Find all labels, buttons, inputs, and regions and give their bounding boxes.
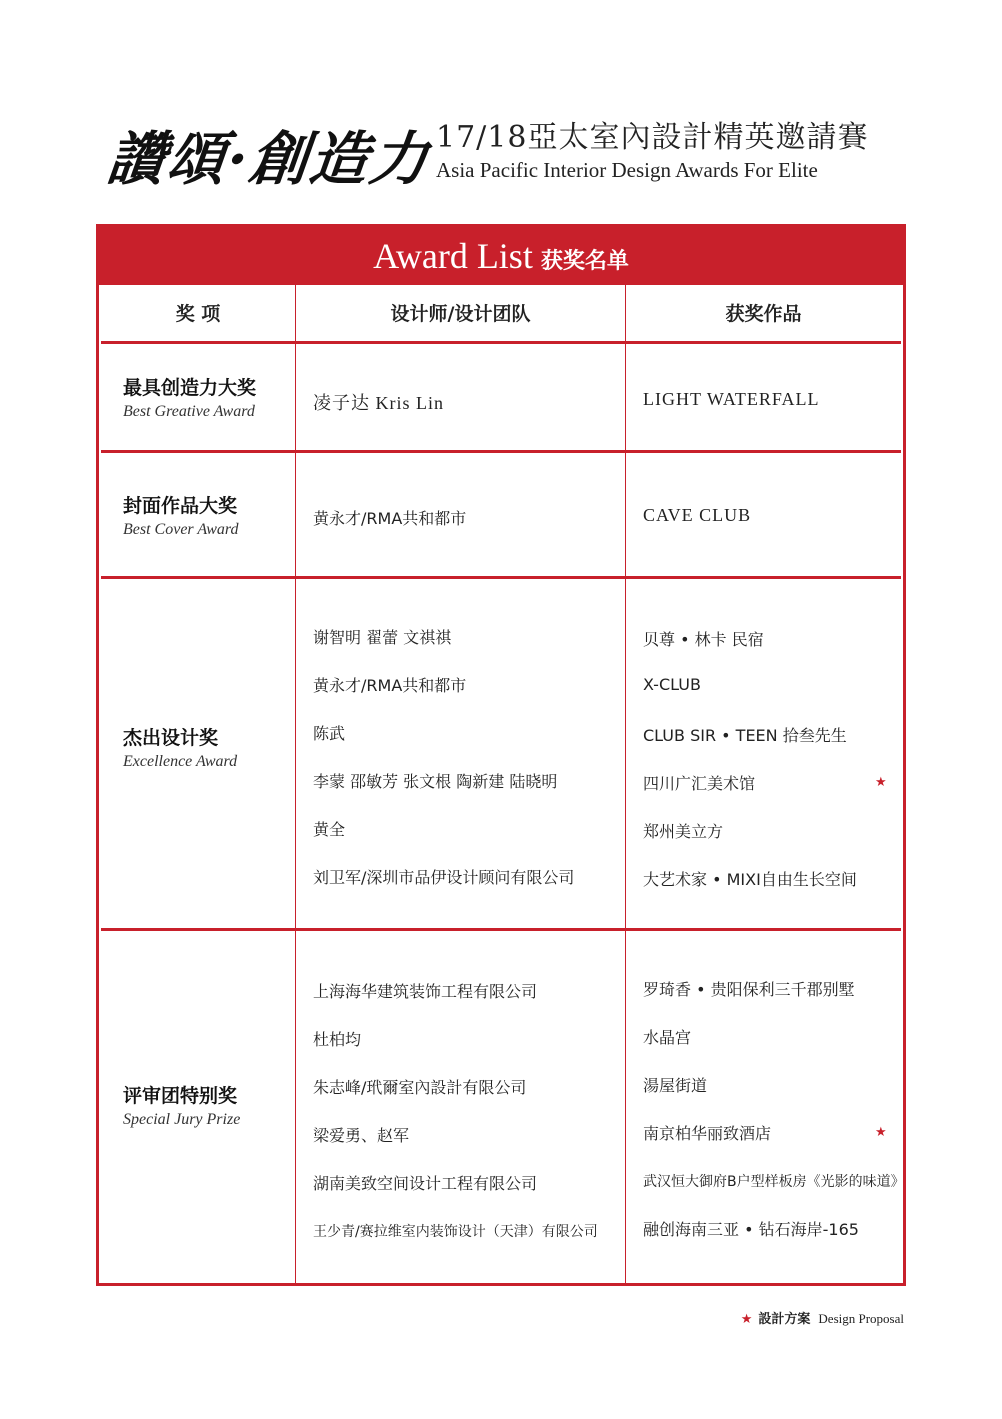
designer-name: 王少青/赛拉维室内装饰设计（天津）有限公司 xyxy=(313,1224,598,1240)
designer-name: 陈武 xyxy=(313,724,346,743)
award-name-cn: 最具创造力大奖 xyxy=(123,377,257,399)
work-title: 水晶宫 xyxy=(643,1028,692,1047)
work-title: 武汉恒大御府B户型样板房《光影的味道》 xyxy=(643,1174,905,1190)
designer-name: 梁爱勇、赵军 xyxy=(313,1126,410,1145)
column-header-work: 获奖作品 xyxy=(725,303,802,325)
star-icon: ★ xyxy=(875,1125,887,1140)
page-header xyxy=(103,108,908,198)
work-title: 郑州美立方 xyxy=(643,822,724,841)
designer-name: 谢智明 翟蕾 文祺祺 xyxy=(313,628,452,647)
star-icon: ★ xyxy=(740,1312,753,1327)
footer-label-cn: 設計方案 xyxy=(758,1312,811,1327)
designer-name: 朱志峰/玳爾室內設計有限公司 xyxy=(313,1078,527,1097)
work-title: 罗琦香 • 贵阳保利三千郡别墅 xyxy=(643,980,855,999)
column-divider xyxy=(625,285,626,1283)
competition-title-cn: 17/18亞太室內設計精英邀請賽 xyxy=(436,120,869,155)
award-name-en: Excellence Award xyxy=(123,753,238,770)
banner-title-en: Award List xyxy=(373,236,533,276)
designer-name: 李蒙 邵敏芳 张文根 陶新建 陆晓明 xyxy=(313,772,558,791)
designer-name: 凌子达 Kris Lin xyxy=(313,393,444,413)
logo: 讚頌·創造力 xyxy=(103,125,434,193)
award-name-cn: 评审团特别奖 xyxy=(123,1085,238,1107)
page-footer xyxy=(741,1308,904,1327)
work-title: LIGHT WATERFALL xyxy=(643,389,820,409)
work-title: 大艺术家 • MIXI自由生长空间 xyxy=(643,870,857,889)
award-name-cn: 封面作品大奖 xyxy=(123,495,238,517)
column-header-award: 奖 项 xyxy=(175,303,221,325)
award-name-en: Special Jury Prize xyxy=(123,1111,241,1128)
designer-name: 黄永才/RMA共和都市 xyxy=(313,509,467,528)
work-title: CLUB SIR • TEEN 拾叁先生 xyxy=(643,726,847,745)
award-list-banner xyxy=(99,227,903,285)
work-title: 融创海南三亚 • 钻石海岸-165 xyxy=(643,1220,859,1239)
row-divider xyxy=(101,928,901,931)
star-icon: ★ xyxy=(875,775,887,790)
award-name-en: Best Cover Award xyxy=(123,521,239,538)
award-name-en: Best Greative Award xyxy=(123,403,255,420)
designer-name: 刘卫军/深圳市品伊设计顾问有限公司 xyxy=(313,868,575,887)
designer-name: 杜柏均 xyxy=(313,1030,362,1049)
work-title: 贝尊 • 林卡 民宿 xyxy=(643,630,764,649)
award-list-frame xyxy=(96,224,906,1286)
footer-label-en: Design Proposal xyxy=(818,1311,904,1326)
row-divider xyxy=(101,576,901,579)
award-table xyxy=(101,285,905,1283)
designer-name: 黄全 xyxy=(313,820,346,839)
designer-name: 上海海华建筑装饰工程有限公司 xyxy=(313,982,538,1001)
column-header-designer: 设计师/设计团队 xyxy=(390,303,531,325)
work-title: 四川广汇美术馆 xyxy=(643,774,756,793)
competition-title-en: Asia Pacific Interior Design Awards For Elite xyxy=(436,158,818,182)
row-divider xyxy=(101,450,901,453)
designer-name: 湖南美致空间设计工程有限公司 xyxy=(313,1174,538,1193)
award-name-cn: 杰出设计奖 xyxy=(123,727,219,749)
work-title: 湯屋街道 xyxy=(643,1076,708,1095)
work-title: 南京柏华丽致酒店 xyxy=(643,1124,772,1143)
column-divider xyxy=(295,285,296,1283)
work-title: CAVE CLUB xyxy=(643,505,752,525)
work-title: X-CLUB xyxy=(643,675,701,694)
designer-name: 黄永才/RMA共和都市 xyxy=(313,676,467,695)
banner-title-cn: 获奖名单 xyxy=(540,248,629,274)
